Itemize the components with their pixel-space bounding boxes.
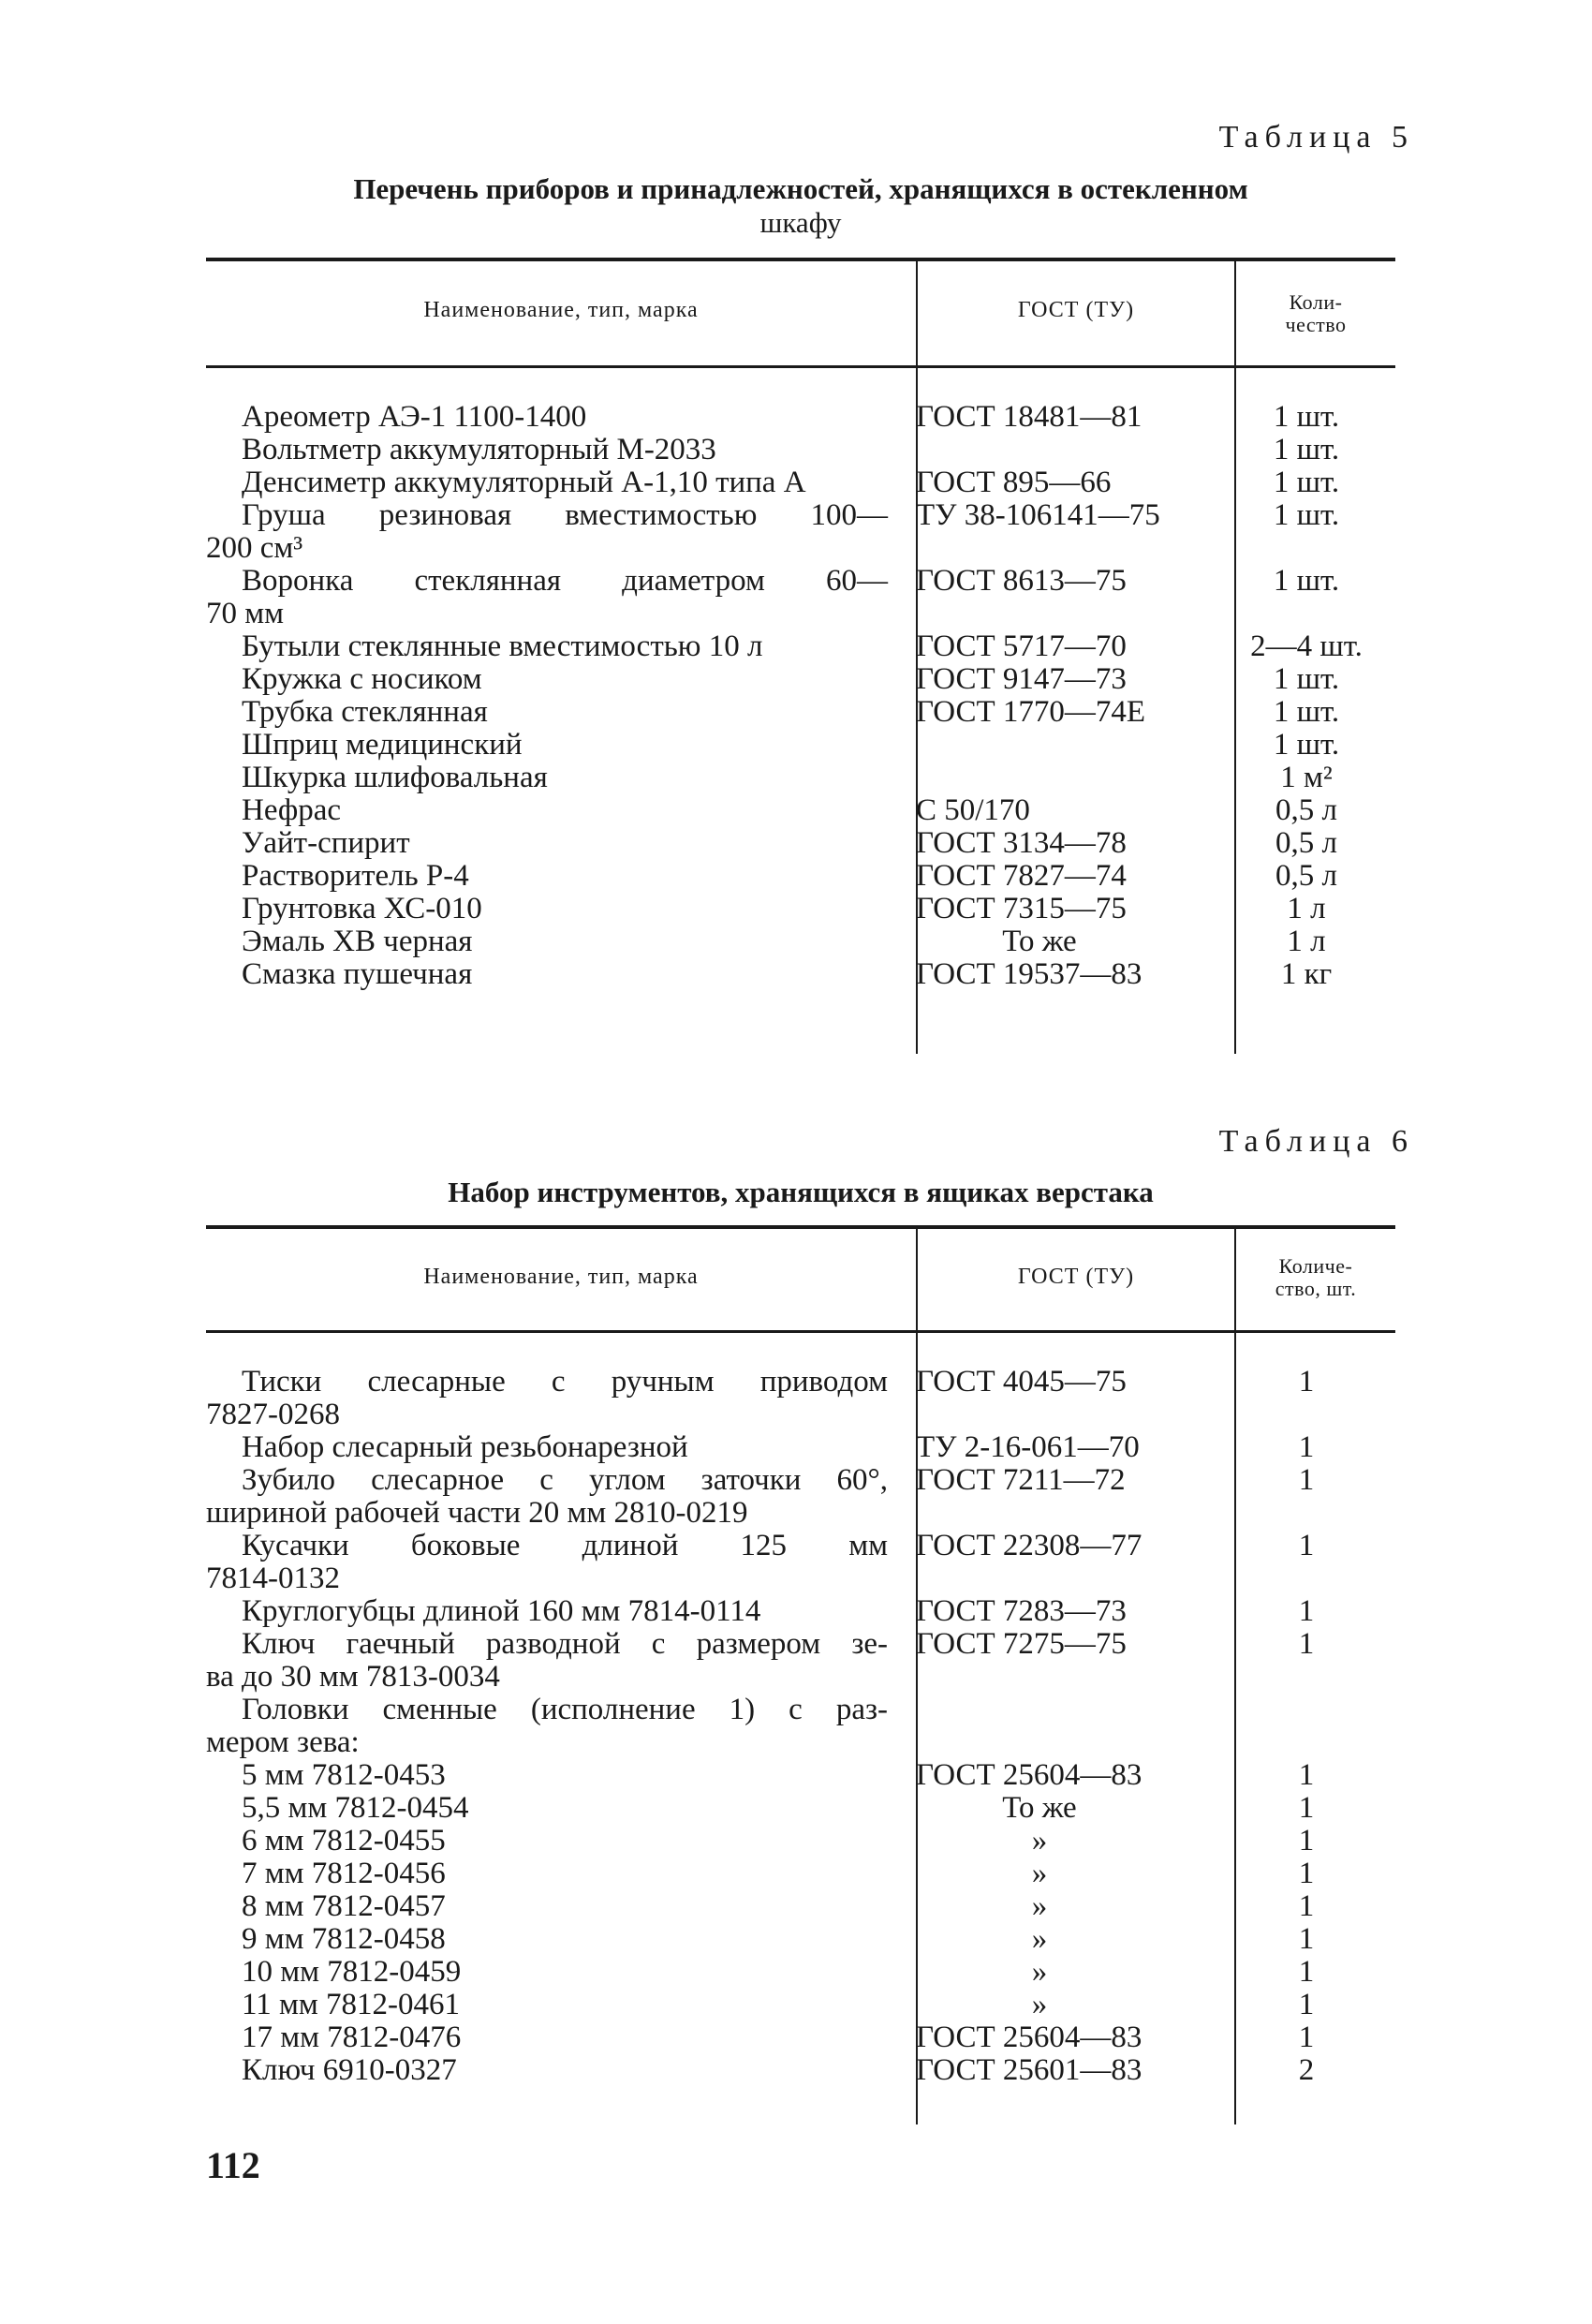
cell-name: [206, 1366, 899, 1431]
table-row: [206, 630, 1395, 663]
cell-name-line: Бутыли стеклянные вместимостью 10 л: [242, 629, 763, 663]
table-row: [206, 1464, 1395, 1530]
cell-name-line: 9 мм 7812-0458: [242, 1922, 446, 1956]
table-row: [206, 1628, 1395, 1694]
cell-name-line: Смазка пушечная: [242, 957, 473, 991]
cell-name-line: Растворитель Р-4: [242, 859, 469, 893]
cell-name-line: Тиски слесарные с ручным приводом: [242, 1365, 888, 1399]
cell-gost: ТУ 38-106141—75: [916, 498, 1160, 532]
table-row: [206, 696, 1395, 729]
table-row: [206, 1890, 1395, 1923]
cell-name-line: Головки сменные (исполнение 1) с раз-: [242, 1693, 888, 1726]
cell-gost: [899, 434, 1217, 466]
cell-qty: 1 шт.: [1273, 564, 1340, 598]
table-row: [206, 925, 1395, 958]
cell-qty: 1: [1298, 1463, 1315, 1497]
cell-qty: 0,5 л: [1275, 793, 1337, 827]
table-row: [206, 1923, 1395, 1956]
cell-name: [206, 1792, 899, 1825]
cell-name-line: 7827-0268: [206, 1398, 340, 1431]
cell-name-line: Зубило слесарное с углом заточки 60°,: [242, 1463, 888, 1497]
cell-name-line: 6 мм 7812-0455: [242, 1824, 446, 1858]
cell-name-line: Трубка стеклянная: [242, 695, 488, 729]
table5-title-line2: шкафу: [759, 206, 842, 239]
cell-name: [206, 729, 899, 762]
cell-name-line: Грунтовка ХС-010: [242, 892, 482, 925]
cell-qty: 1: [1298, 1627, 1315, 1661]
table6-header-qty: [1236, 1255, 1395, 1300]
cell-name-line: Ключ гаечный разводной с размером зе-: [242, 1627, 888, 1661]
cell-gost: ГОСТ 7315—75: [916, 892, 1127, 925]
table-row: [206, 499, 1395, 565]
cell-name: [206, 2021, 899, 2054]
table-row: [206, 663, 1395, 696]
table-row: [206, 466, 1395, 499]
cell-name: [206, 1989, 899, 2021]
table-row: [206, 1792, 1395, 1825]
cell-gost: ГОСТ 4045—75: [916, 1365, 1127, 1399]
cell-name-line: 200 см³: [206, 531, 303, 565]
table-row: [206, 1431, 1395, 1464]
cell-name-line: 7814-0132: [206, 1562, 340, 1595]
table6-header-qty-line1: Количе-: [1278, 1254, 1353, 1278]
cell-gost: »: [1031, 1988, 1048, 2021]
cell-name: [206, 827, 899, 860]
cell-qty: 1 кг: [1280, 957, 1333, 991]
cell-qty: 1 л: [1287, 892, 1326, 925]
cell-name: [206, 762, 899, 794]
cell-qty: 1: [1298, 1365, 1315, 1399]
cell-gost: »: [1031, 1955, 1048, 1989]
table6-top-rule: [206, 1225, 1395, 1229]
cell-gost: ГОСТ 3134—78: [916, 826, 1127, 860]
table6-header-name: Наименование, тип, марка: [423, 1265, 699, 1289]
cell-name: [206, 1923, 899, 1956]
cell-name: [206, 1890, 899, 1923]
table5-header-gost: ГОСТ (ТУ): [1017, 298, 1135, 322]
cell-name: [206, 1530, 899, 1595]
cell-qty: 1: [1298, 1922, 1315, 1956]
cell-name: [206, 1825, 899, 1858]
table-row: [206, 1956, 1395, 1989]
cell-name-line: 5,5 мм 7812-0454: [242, 1791, 469, 1825]
cell-name-line: 7 мм 7812-0456: [242, 1857, 446, 1890]
table-row: [206, 1694, 1395, 1759]
cell-qty: 1: [1298, 1529, 1315, 1562]
cell-name: [206, 925, 899, 958]
cell-name: [206, 958, 899, 991]
cell-gost: [899, 1694, 1217, 1759]
cell-qty: 1: [1298, 1857, 1315, 1890]
cell-qty: 0,5 л: [1275, 826, 1337, 860]
cell-gost: ТУ 2-16-061—70: [916, 1430, 1140, 1464]
cell-qty: 1 м²: [1280, 761, 1333, 794]
table-row: [206, 1989, 1395, 2021]
cell-name-line: Груша резиновая вместимостью 100—: [242, 498, 888, 532]
cell-name-line: 70 мм: [206, 597, 285, 630]
table-row: [206, 860, 1395, 893]
table5-label: Таблица 5: [1218, 120, 1414, 155]
table6-header-gost: ГОСТ (ТУ): [1017, 1265, 1135, 1289]
cell-name: [206, 565, 899, 630]
cell-gost: ГОСТ 7827—74: [916, 859, 1127, 893]
cell-qty: 1 шт.: [1273, 662, 1340, 696]
cell-name-line: Вольтметр аккумуляторный М-2033: [242, 433, 716, 466]
cell-qty: 1 шт.: [1273, 466, 1340, 499]
table6: [206, 1225, 1395, 2124]
table-row: [206, 729, 1395, 762]
cell-gost: ГОСТ 895—66: [916, 466, 1112, 499]
cell-qty: 1: [1298, 1824, 1315, 1858]
table6-body: [206, 1366, 1395, 2087]
cell-gost: ГОСТ 9147—73: [916, 662, 1127, 696]
cell-qty: 1 шт.: [1273, 498, 1340, 532]
table5-header-name: Наименование, тип, марка: [423, 298, 699, 322]
cell-qty: 1: [1298, 1791, 1315, 1825]
cell-qty: 1: [1298, 1758, 1315, 1792]
table-row: [206, 827, 1395, 860]
table-row: [206, 1759, 1395, 1792]
cell-qty: 1: [1298, 1430, 1315, 1464]
table-row: [206, 1858, 1395, 1890]
cell-qty: 1: [1298, 1988, 1315, 2021]
cell-name-line: Кусачки боковые длиной 125 мм: [242, 1529, 888, 1562]
table-row: [206, 434, 1395, 466]
cell-name: [206, 1858, 899, 1890]
cell-gost: »: [1031, 1922, 1048, 1956]
cell-name: [206, 466, 899, 499]
cell-gost: ГОСТ 7211—72: [916, 1463, 1126, 1497]
table6-header-rule: [206, 1330, 1395, 1333]
cell-name-line: 11 мм 7812-0461: [242, 1988, 461, 2021]
table-row: [206, 565, 1395, 630]
cell-name: [206, 893, 899, 925]
cell-name-line: Набор слесарный резьбонарезной: [242, 1430, 688, 1464]
cell-gost: ГОСТ 25601—83: [916, 2053, 1142, 2087]
table-row: [206, 1366, 1395, 1431]
cell-name: [206, 1956, 899, 1989]
cell-name-line: мером зева:: [206, 1725, 360, 1759]
table-row: [206, 794, 1395, 827]
cell-gost: »: [1031, 1889, 1048, 1923]
table-row: [206, 958, 1395, 991]
cell-qty: 1: [1298, 1955, 1315, 1989]
table-row: [206, 762, 1395, 794]
cell-gost: ГОСТ 8613—75: [916, 564, 1127, 598]
cell-name: [206, 860, 899, 893]
table-row: [206, 1530, 1395, 1595]
cell-name: [206, 401, 899, 434]
table5-header-qty: [1236, 291, 1395, 336]
table5-title-line1: Перечень приборов и принадлежностей, хранящихся в остекленном: [353, 172, 1248, 205]
cell-name: [206, 794, 899, 827]
cell-name-line: 5 мм 7812-0453: [242, 1758, 446, 1792]
page-number: 112: [206, 2144, 260, 2186]
table6-title: Набор инструментов, хранящихся в ящиках верстака: [448, 1176, 1154, 1208]
cell-gost: ГОСТ 25604—83: [916, 2021, 1142, 2054]
cell-name: [206, 663, 899, 696]
cell-name-line: Нефрас: [242, 793, 342, 827]
cell-gost: ГОСТ 22308—77: [916, 1529, 1142, 1562]
table5-body: [206, 401, 1395, 991]
cell-name-line: шириной рабочей части 20 мм 2810-0219: [206, 1496, 748, 1530]
cell-name-line: 17 мм 7812-0476: [242, 2021, 462, 2054]
cell-name-line: Ареометр АЭ-1 1100-1400: [242, 400, 587, 434]
cell-qty: 1 шт.: [1273, 400, 1340, 434]
cell-gost: ГОСТ 7275—75: [916, 1627, 1127, 1661]
table5-header-rule: [206, 365, 1395, 368]
cell-name: [206, 696, 899, 729]
table5-top-rule: [206, 258, 1395, 261]
cell-gost: ГОСТ 18481—81: [916, 400, 1142, 434]
table5: [206, 258, 1395, 1054]
cell-gost: ГОСТ 19537—83: [916, 957, 1142, 991]
cell-name: [206, 434, 899, 466]
cell-qty: 1 шт.: [1273, 433, 1340, 466]
cell-qty: 2: [1298, 2053, 1315, 2087]
cell-gost: ГОСТ 7283—73: [916, 1594, 1127, 1628]
cell-name-line: 8 мм 7812-0457: [242, 1889, 446, 1923]
cell-gost: ГОСТ 5717—70: [916, 629, 1127, 663]
table-row: [206, 893, 1395, 925]
table-row: [206, 1825, 1395, 1858]
cell-name-line: 10 мм 7812-0459: [242, 1955, 462, 1989]
cell-name-line: Круглогубцы длиной 160 мм 7814-0114: [242, 1594, 761, 1628]
cell-name-line: Воронка стеклянная диаметром 60—: [242, 564, 888, 598]
cell-name: [206, 630, 899, 663]
cell-name-line: Ключ 6910-0327: [242, 2053, 457, 2087]
cell-gost: [899, 762, 1217, 794]
cell-name: [206, 499, 899, 565]
cell-name: [206, 1595, 899, 1628]
cell-qty: [1217, 1694, 1395, 1759]
cell-name: [206, 2054, 899, 2087]
table-row: [206, 401, 1395, 434]
cell-gost: ГОСТ 25604—83: [916, 1758, 1142, 1792]
cell-name: [206, 1759, 899, 1792]
cell-name-line: ва до 30 мм 7813-0034: [206, 1660, 500, 1694]
cell-qty: 1 л: [1287, 925, 1326, 958]
cell-gost: »: [1031, 1824, 1048, 1858]
cell-gost: ГОСТ 1770—74Е: [916, 695, 1146, 729]
cell-name-line: Эмаль ХВ черная: [242, 925, 473, 958]
cell-qty: 1 шт.: [1273, 695, 1340, 729]
table5-header-qty-line1: Коли-: [1289, 290, 1343, 314]
cell-name: [206, 1464, 899, 1530]
cell-gost: То же: [1002, 925, 1077, 958]
cell-name-line: Уайт-спирит: [242, 826, 410, 860]
cell-qty: 2—4 шт.: [1250, 629, 1363, 663]
cell-qty: 0,5 л: [1275, 859, 1337, 893]
cell-qty: 1: [1298, 1889, 1315, 1923]
cell-gost: То же: [1002, 1791, 1077, 1825]
table-row: [206, 2054, 1395, 2087]
table5-title: [206, 172, 1395, 240]
table-row: [206, 2021, 1395, 2054]
cell-qty: 1 шт.: [1273, 728, 1340, 762]
cell-gost: [899, 729, 1217, 762]
cell-qty: 1: [1298, 1594, 1315, 1628]
cell-name-line: Денсиметр аккумуляторный А-1,10 типа А: [242, 466, 806, 499]
cell-gost: С 50/170: [916, 793, 1030, 827]
cell-name-line: Шкурка шлифовальная: [242, 761, 548, 794]
cell-qty: 1: [1298, 2021, 1315, 2054]
table5-header-qty-line2: чество: [1285, 313, 1347, 336]
cell-name-line: Кружка с носиком: [242, 662, 482, 696]
cell-name-line: Шприц медицинский: [242, 728, 523, 762]
cell-gost: »: [1031, 1857, 1048, 1890]
table-row: [206, 1595, 1395, 1628]
table6-label: Таблица 6: [1218, 1124, 1414, 1159]
cell-name: [206, 1628, 899, 1694]
table6-header-qty-line2: ство, шт.: [1275, 1277, 1357, 1300]
cell-name: [206, 1694, 899, 1759]
cell-name: [206, 1431, 899, 1464]
